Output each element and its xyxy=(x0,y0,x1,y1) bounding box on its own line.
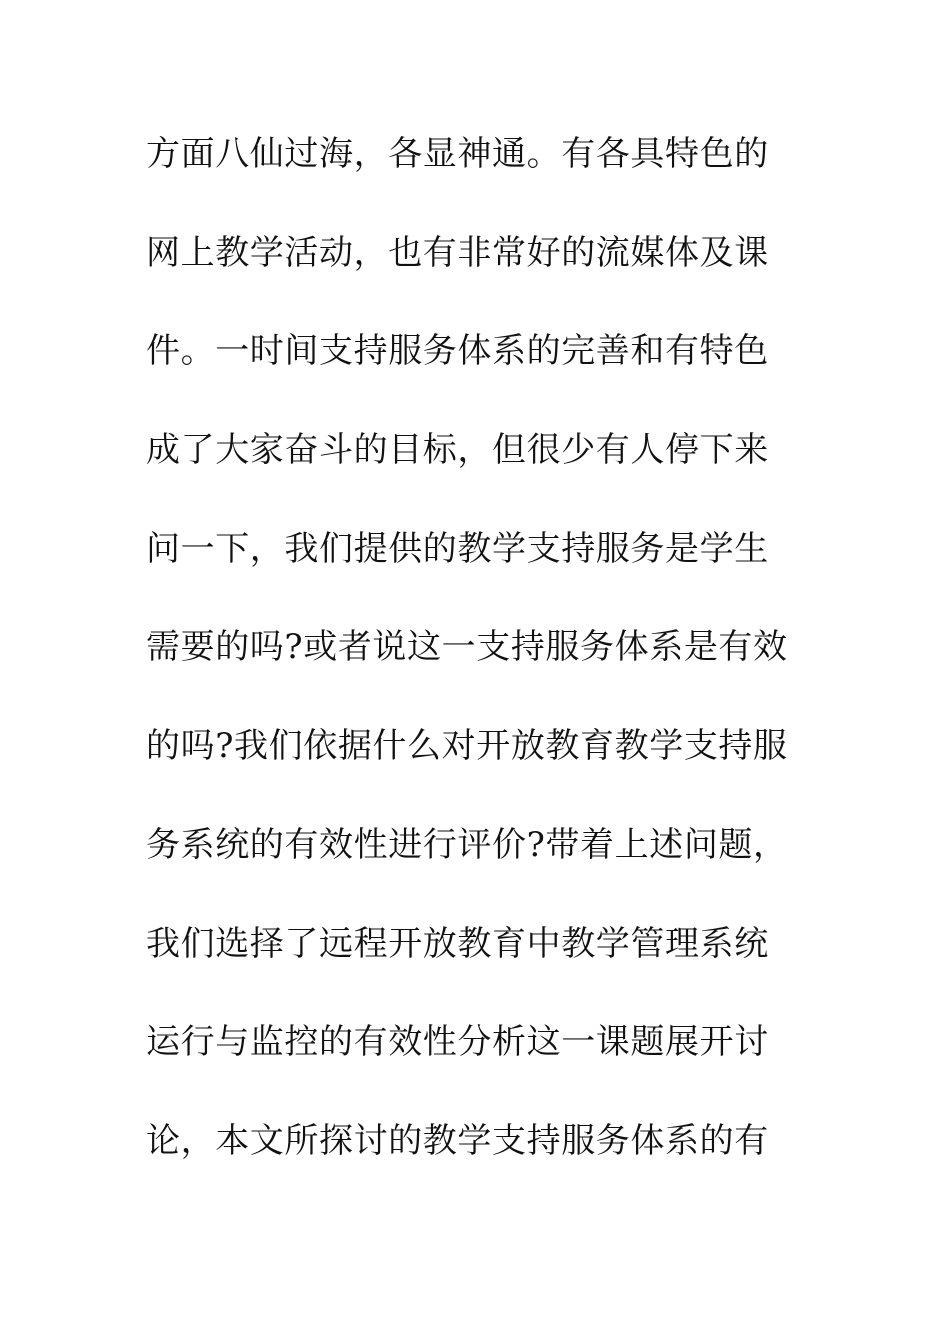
text-line-11: 论，本文所探讨的教学支持服务体系的有 xyxy=(146,1120,769,1161)
body-text xyxy=(146,126,826,1212)
text-line-7: 的吗?我们依据什么对开放教育教学支持服 xyxy=(146,726,788,767)
text-line-1: 方面八仙过海，各显神通。有各具特色的 xyxy=(146,134,769,174)
text-line-5: 问一下，我们提供的教学支持服务是学生 xyxy=(146,528,769,569)
text-line-6: 需要的吗?或者说这一支持服务体系是有效 xyxy=(146,627,788,668)
text-line-2: 网上教学活动，也有非常好的流媒体及课 xyxy=(146,232,769,273)
text-line-4: 成了大家奋斗的目标，但很少有人停下来 xyxy=(146,430,769,471)
text-line-9: 我们选择了远程开放教育中教学管理系统 xyxy=(146,923,769,964)
text-line-10: 运行与监控的有效性分析这一课题展开讨 xyxy=(146,1022,769,1063)
text-line-3: 件。一时间支持服务体系的完善和有特色 xyxy=(146,331,769,372)
text-line-8: 务系统的有效性进行评价?带着上述问题， xyxy=(146,824,788,865)
